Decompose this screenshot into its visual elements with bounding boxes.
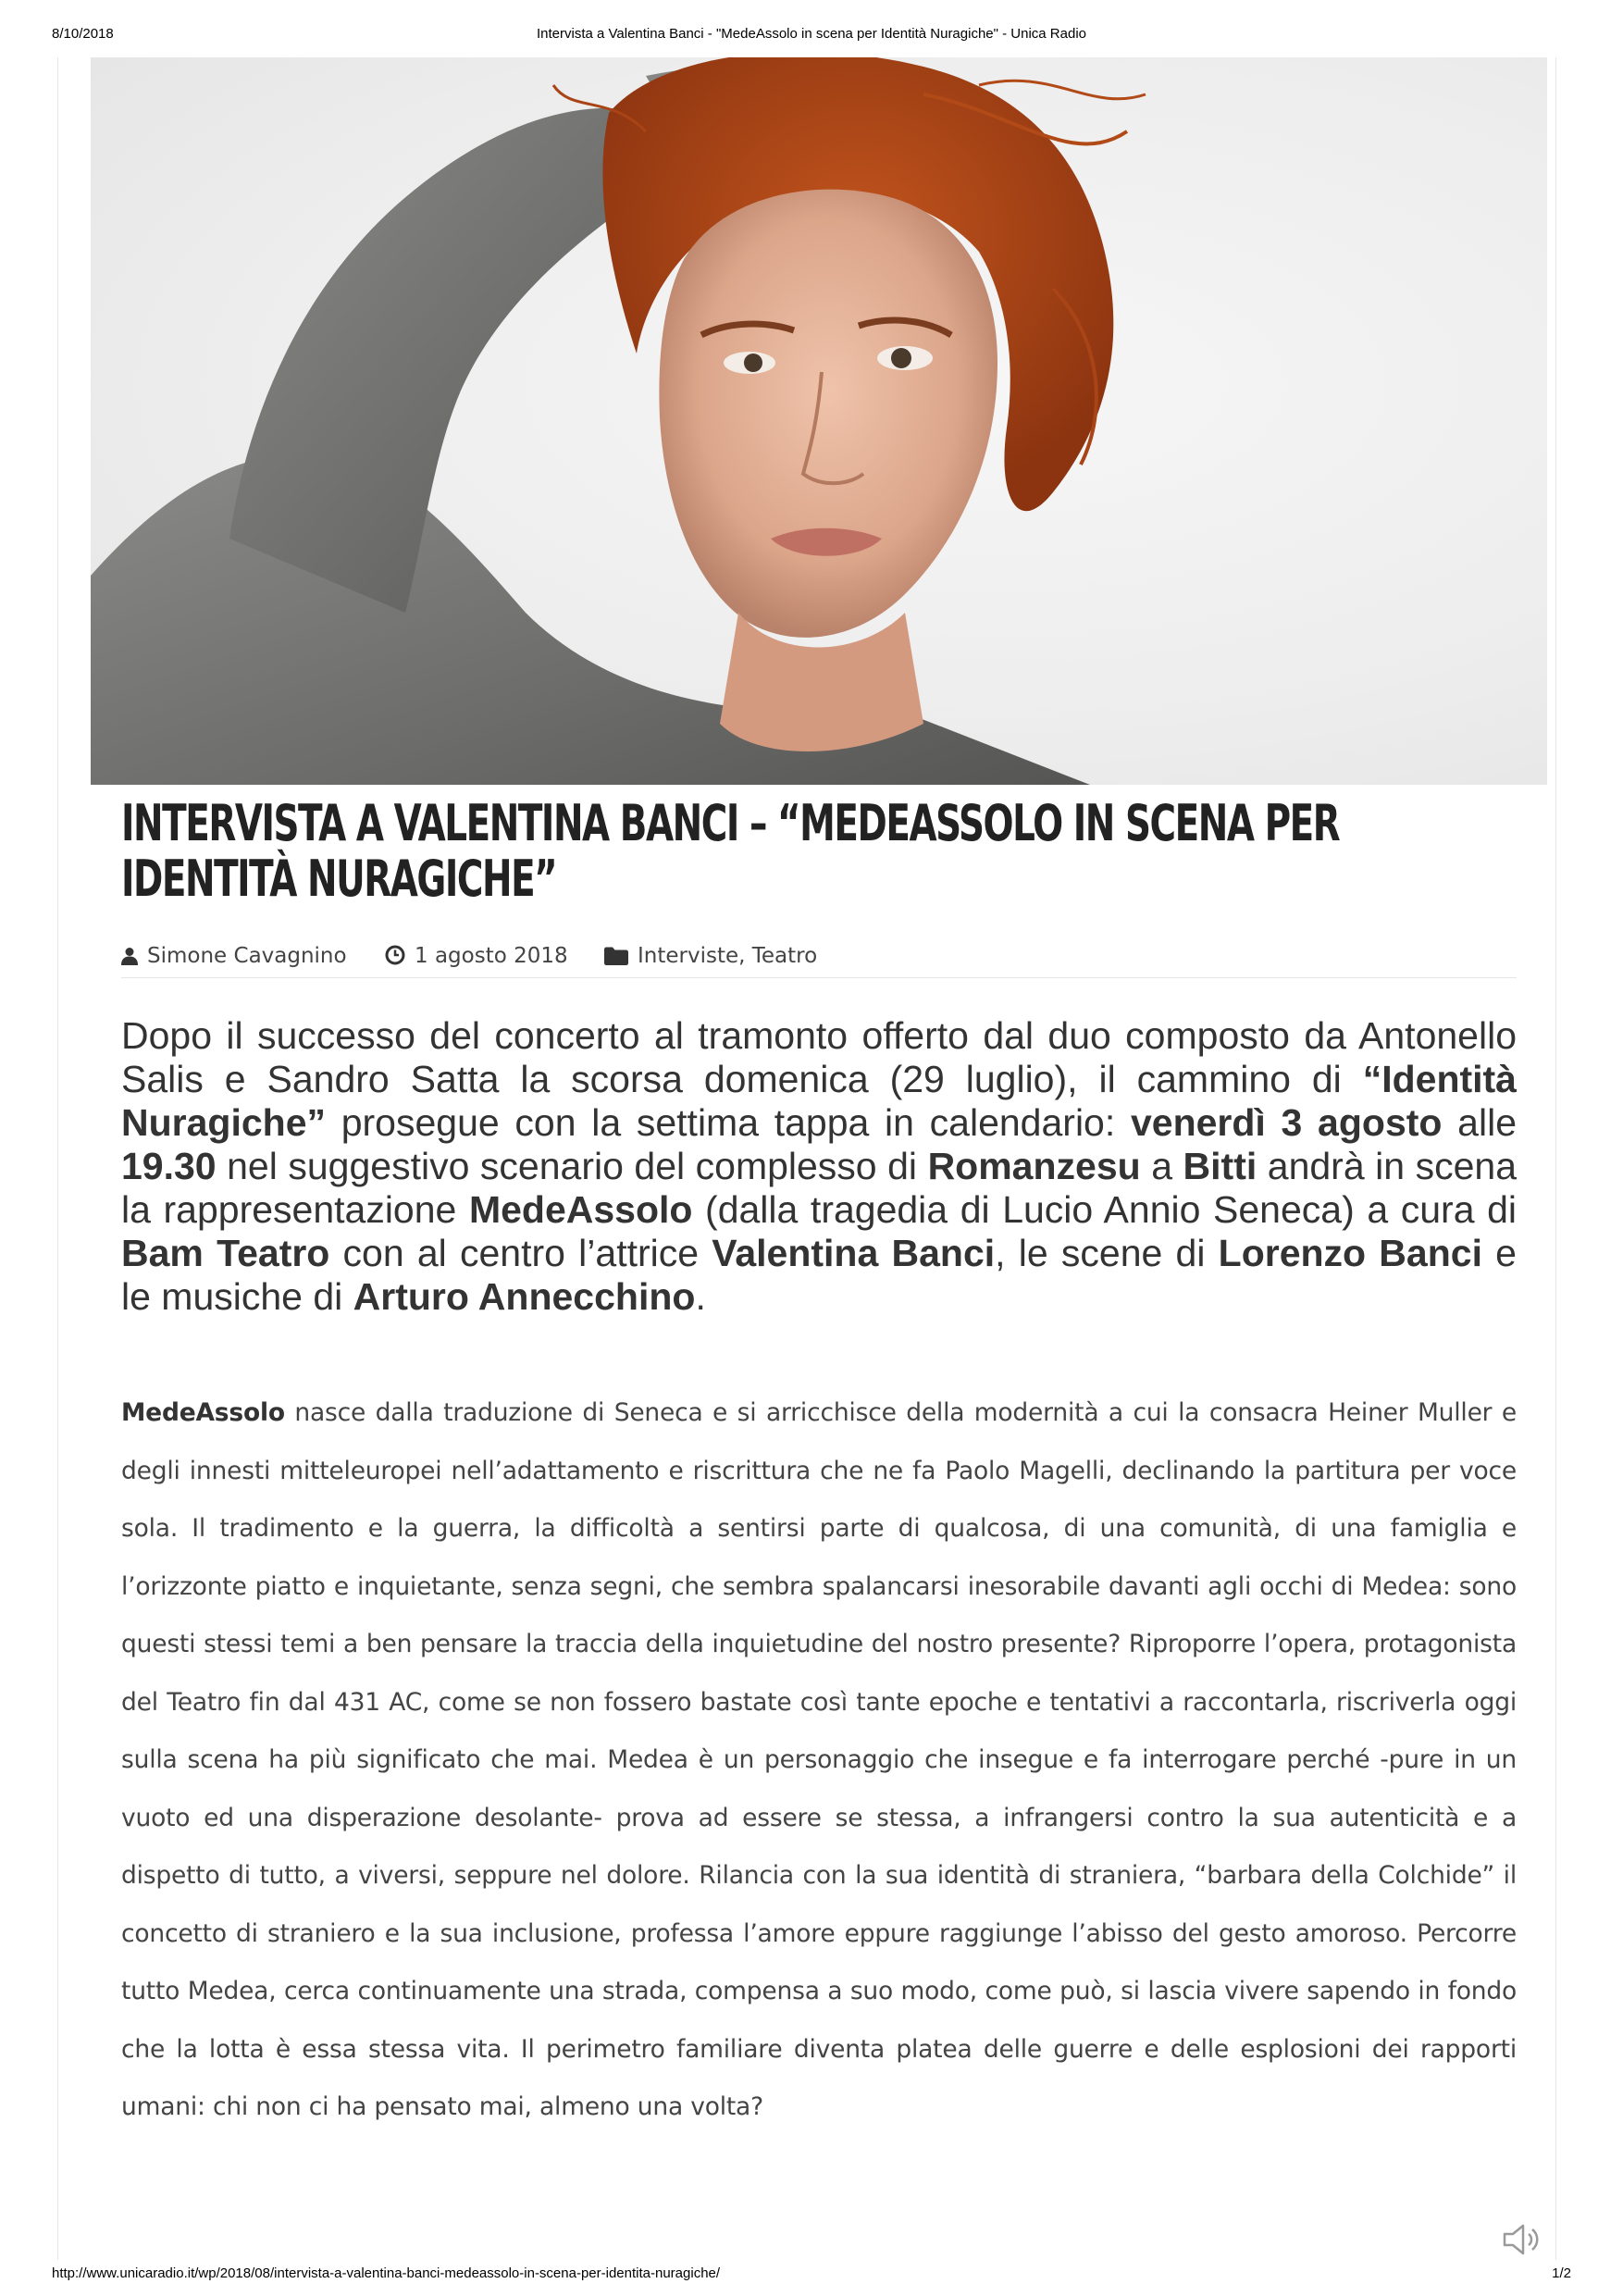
- folder-icon: [604, 947, 628, 965]
- lead-bold-span: 19.30: [121, 1145, 217, 1187]
- body-bold-span: MedeAssolo: [121, 1398, 285, 1427]
- lead-text-span: con al centro l’attrice: [329, 1232, 712, 1274]
- lead-bold-span: venerdì 3 agosto: [1130, 1101, 1443, 1144]
- lead-bold-span: Valentina Banci: [712, 1232, 996, 1274]
- lead-text-span: .: [695, 1275, 706, 1318]
- print-date: 8/10/2018: [52, 26, 114, 42]
- featured-image: [91, 57, 1547, 785]
- print-page-number: 1/2: [1552, 2265, 1571, 2281]
- body-text-span: nasce dalla traduzione di Seneca e si arricchisce della modernità a cui la consacra Heiner Muller e degli innesti mitteleuropei nell’adattamento e riscrittura che ne fa Paolo Magelli, declinando la partitura per voce sola. Il tradimento e la guerra, la difficoltà a sentirsi parte di qualcosa, di una comunità, di una famiglia e l’orizzonte piatto e inquietante, senza segni, che sembra spalancarsi inesorabile davanti agli occhi di Medea: sono questi stessi temi a ben pensare la traccia della inquietudine del nostro presente? Riproporre l’opera, protagonista del Teatro fin dal 431 AC, come se non fossero bastate così tante epoche e tentativi a raccontarla, riscriverla oggi sulla scena ha più significato che mai. Medea è un personaggio che insegue e fa interrogare perché -pure in un vuoto ed una disperazione desolante- prova ad essere se stessa, a infrangersi contro la sua autenticità e a dispetto di tutto, a viversi, seppure nel dolore. Rilancia con la sua identità di straniera, “barbara della Colchide” il concetto di straniero e la sua inclusione, professa l’amore eppure raggiunge l’abisso del gesto amoroso. Percorre tutto Medea, cerca continuamente una strada, compensa a suo modo, come può, si lascia vivere sapendo in fondo che la lotta è essa stessa vita. Il perimetro familiare diventa platea delle guerre e delle esplosioni dei rapporti umani: chi non ci ha pensato mai, almeno una volta?: [121, 1398, 1517, 2121]
- lead-bold-span: Bitti: [1183, 1145, 1258, 1187]
- lead-bold-span: MedeAssolo: [468, 1188, 693, 1231]
- lead-text-span: , le scene di: [995, 1232, 1219, 1274]
- meta-categories[interactable]: [604, 944, 817, 968]
- lead-bold-span: Bam Teatro: [121, 1232, 330, 1274]
- print-page-title: Intervista a Valentina Banci - "MedeAssolo in scena per Identità Nuragiche" - Unica Radio: [536, 26, 1087, 42]
- article-body: [121, 1384, 1517, 2137]
- lead-text-span: a: [1140, 1145, 1183, 1187]
- lead-bold-span: Romanzesu: [927, 1145, 1141, 1187]
- author-name[interactable]: Simone Cavagnino: [147, 944, 347, 968]
- article-title: INTERVISTA A VALENTINA BANCI – “MEDEASSOLO IN SCENA PER IDENTITÀ NURAGICHE”: [121, 794, 1340, 908]
- lead-text-span: Dopo il successo del concerto al tramonto offerto dal duo composto da Antonello Salis e Sandro Satta la scorsa domenica (29 luglio), il cammino di: [121, 1014, 1517, 1100]
- print-url: http://www.unicaradio.it/wp/2018/08/intervista-a-valentina-banci-medeassolo-in-scena-per-identita-nuragiche/: [52, 2265, 721, 2281]
- lead-bold-span: Lorenzo Banci: [1218, 1232, 1482, 1274]
- lead-text-span: e le musiche di: [121, 1232, 1517, 1318]
- post-date: 1 agosto 2018: [415, 944, 568, 968]
- meta-author[interactable]: [121, 944, 347, 968]
- post-meta: [121, 937, 1517, 978]
- lead-text-span: nel suggestivo scenario del complesso di: [216, 1145, 928, 1187]
- lead-text-span: andrà in scena la rappresentazione: [121, 1145, 1518, 1231]
- speaker-icon[interactable]: [1501, 2219, 1542, 2260]
- article-lead: [121, 1014, 1517, 1319]
- lead-text-span: alle: [1442, 1101, 1517, 1144]
- post-categories[interactable]: Interviste, Teatro: [638, 944, 818, 968]
- meta-date: [385, 944, 568, 968]
- user-icon: [121, 947, 138, 965]
- clock-icon: [385, 945, 405, 965]
- lead-bold-span: “Identità Nuragiche”: [121, 1058, 1517, 1144]
- actress-portrait-image: [91, 57, 1547, 785]
- lead-text-span: prosegue con la settima tappa in calendario:: [326, 1101, 1131, 1144]
- lead-text-span: (dalla tragedia di Lucio Annio Seneca) a cura di: [692, 1188, 1518, 1231]
- article: [121, 794, 1518, 2121]
- lead-bold-span: Arturo Annecchino: [353, 1275, 696, 1318]
